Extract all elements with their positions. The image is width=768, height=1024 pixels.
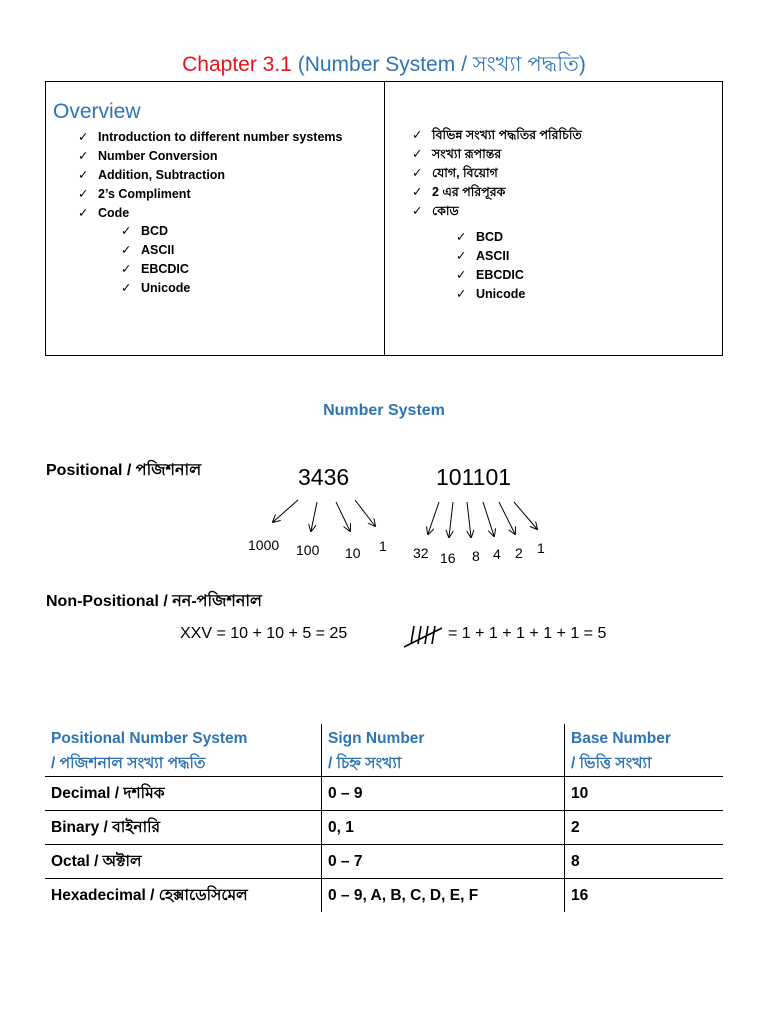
chapter-number: Chapter 3.1 (182, 53, 292, 76)
column-header: Positional Number System / পজিশনাল সংখ্যা পদ্ধতি (51, 730, 248, 772)
list-item: ✓ 2 এর পরিপূরক (412, 183, 582, 202)
table-cell: 0 – 7 (322, 845, 565, 879)
place-value-label: 1 (379, 538, 387, 554)
list-item: ✓ Unicode (121, 279, 190, 298)
tally-marks-icon (402, 624, 446, 650)
check-icon: ✓ (78, 149, 89, 163)
arrow-icon (336, 502, 350, 531)
check-icon: ✓ (78, 168, 89, 182)
check-icon: ✓ (121, 224, 132, 238)
list-item: ✓ যোগ, বিয়োগ (412, 164, 582, 183)
binary-example-number: 101101 (436, 464, 512, 490)
list-item: ✓ 2’s Compliment (78, 185, 342, 204)
list-item: ✓ Unicode (456, 285, 525, 304)
table-cell: Binary / বাইনারি (45, 811, 322, 845)
roman-expression: XXV = 10 + 10 + 5 = 25 (180, 625, 348, 642)
place-value-label: 4 (493, 546, 501, 562)
column-header: Base Number / ভিত্তি সংখ্যা (565, 724, 724, 777)
table-cell: Decimal / দশমিক (45, 777, 322, 811)
non-positional-label: Non-Positional / নন-পজিশনাল (46, 593, 262, 610)
table-cell: 0 – 9 (322, 777, 565, 811)
place-value-label: 1 (537, 540, 545, 556)
table-cell: 0, 1 (322, 811, 565, 845)
list-item: ✓ ASCII (456, 247, 525, 266)
arrow-icon (273, 500, 298, 522)
list-item: ✓ BCD (121, 222, 190, 241)
list-item: ✓ Addition, Subtraction (78, 166, 342, 185)
table-row (45, 845, 723, 879)
table-cell: 10 (565, 777, 724, 811)
arrow-icon (467, 502, 471, 537)
check-icon: ✓ (121, 262, 132, 276)
list-item: ✓ BCD (456, 228, 525, 247)
table-row (45, 879, 723, 913)
arrow-icon (499, 502, 515, 534)
check-icon: ✓ (456, 268, 467, 282)
check-icon: ✓ (456, 230, 467, 244)
table-cell: 16 (565, 879, 724, 913)
check-icon: ✓ (121, 243, 132, 257)
column-header: Sign Number / চিহ্ন সংখ্যা (322, 724, 565, 777)
check-icon: ✓ (78, 130, 89, 144)
table-cell: Octal / অক্টাল (45, 845, 322, 879)
place-value-label: 16 (440, 550, 456, 566)
arrow-icon (428, 502, 439, 534)
list-item: ✓ বিভিন্ন সংখ্যা পদ্ধতির পরিচিতি (412, 126, 582, 145)
check-icon: ✓ (412, 185, 423, 199)
overview-heading: Overview (53, 100, 141, 123)
tally-expression: = 1 + 1 + 1 + 1 + 1 = 5 (448, 625, 607, 642)
list-item: ✓ Introduction to different number systems (78, 128, 342, 147)
table-header-row (45, 724, 723, 777)
place-value-label: 10 (345, 545, 361, 561)
table-row (45, 777, 723, 811)
arrow-icon (355, 500, 375, 526)
place-value-label: 8 (472, 548, 480, 564)
arrow-icon (514, 502, 537, 529)
table-row (45, 811, 723, 845)
table-cell: 0 – 9, A, B, C, D, E, F (322, 879, 565, 913)
list-item: ✓ সংখ্যা রূপান্তর (412, 145, 582, 164)
check-icon: ✓ (78, 206, 89, 220)
list-item: ✓ EBCDIC (121, 260, 190, 279)
place-value-label: 2 (515, 545, 523, 561)
check-icon: ✓ (412, 147, 423, 161)
table-cell: 2 (565, 811, 724, 845)
place-value-label: 32 (413, 545, 429, 561)
check-icon: ✓ (412, 128, 423, 142)
list-item: ✓ Number Conversion (78, 147, 342, 166)
check-icon: ✓ (412, 166, 423, 180)
check-icon: ✓ (121, 281, 132, 295)
list-item: ✓ ASCII (121, 241, 190, 260)
table-cell: 8 (565, 845, 724, 879)
positional-label: Positional / পজিশনাল (46, 462, 202, 479)
number-system-table (45, 724, 723, 912)
place-value-label: 1000 (248, 537, 280, 553)
arrow-icon (449, 502, 453, 537)
table-cell: Hexadecimal / হেক্সাডেসিমেল (45, 879, 322, 913)
chapter-subtitle: (Number System / সংখ্যা পদ্ধতি) (297, 53, 586, 76)
check-icon: ✓ (456, 249, 467, 263)
place-value-label: 100 (296, 542, 320, 558)
check-icon: ✓ (412, 204, 423, 218)
check-icon: ✓ (456, 287, 467, 301)
decimal-example-number: 3436 (298, 464, 350, 490)
check-icon: ✓ (78, 187, 89, 201)
arrow-icon (483, 502, 494, 536)
arrow-icon (311, 502, 317, 531)
number-system-heading: Number System (323, 402, 445, 419)
list-item: ✓ কোড (412, 202, 582, 221)
list-item: ✓ EBCDIC (456, 266, 525, 285)
list-item: ✓ Code (78, 204, 342, 223)
